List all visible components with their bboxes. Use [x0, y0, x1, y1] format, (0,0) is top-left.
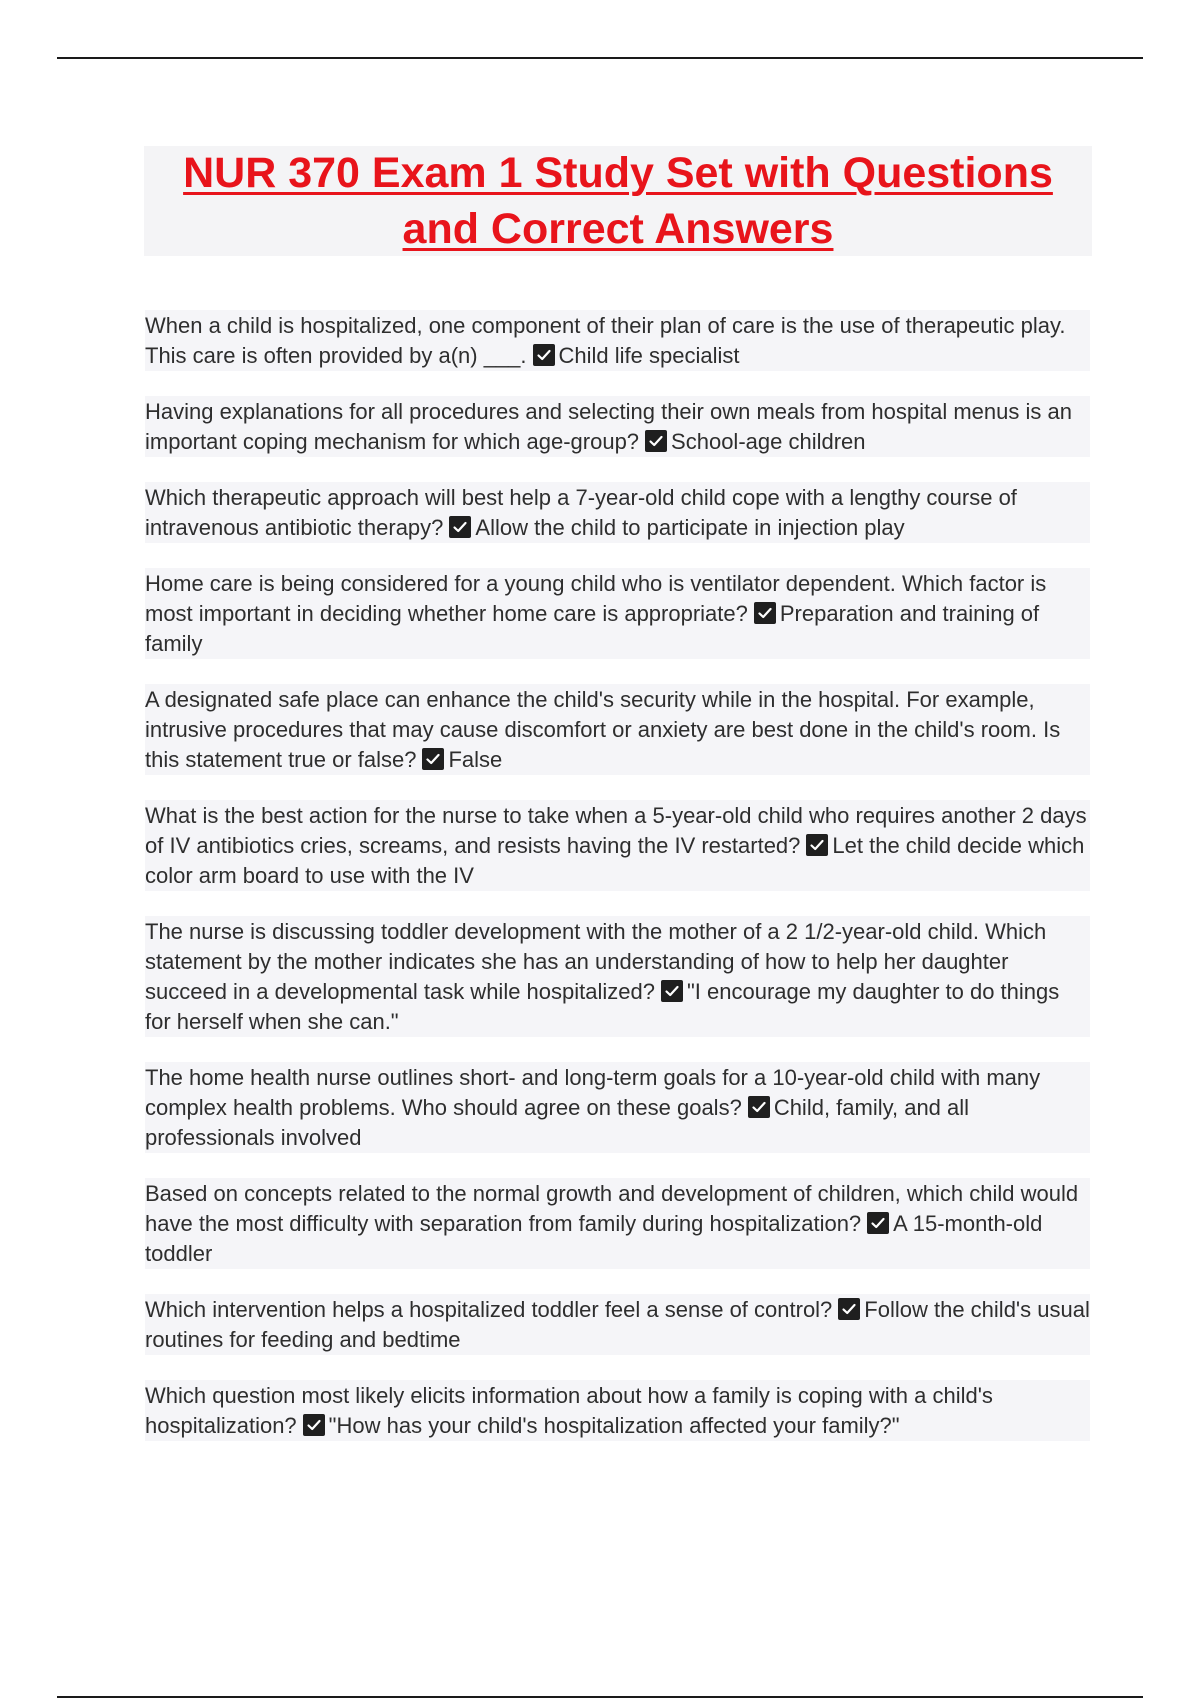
check-box-icon: [806, 834, 828, 856]
check-box-icon: [449, 516, 471, 538]
qa-item: [145, 396, 1090, 457]
answer-text: School-age children: [671, 429, 866, 454]
question-text: The home health nurse outlines short- and long-term goals for a 10-year-old child with many complex health problems. Who should agree on these goals?: [145, 1065, 1041, 1120]
check-box-icon: [661, 980, 683, 1002]
question-text: Which therapeutic approach will best help a 7-year-old child cope with a lengthy course of intravenous antibiotic therapy?: [145, 485, 1017, 540]
question-text: The nurse is discussing toddler development with the mother of a 2 1/2-year-old child. Which statement by the mother indicates she has an understanding of how to help her daughter succeed in a developmental task while hospitalized?: [145, 919, 1047, 1004]
check-box-icon: [422, 748, 444, 770]
document-title: NUR 370 Exam 1 Study Set with Questions and Correct Answers: [183, 149, 1053, 253]
answer-text: False: [448, 747, 503, 772]
check-box-icon: [533, 344, 555, 366]
qa-item: [145, 568, 1090, 659]
check-box-icon: [867, 1212, 889, 1234]
check-box-icon: [748, 1096, 770, 1118]
question-text: Having explanations for all procedures and selecting their own meals from hospital menus is an important coping mechanism for which age-group?: [145, 399, 1072, 454]
check-box-icon: [645, 430, 667, 452]
answer-text: Let the child decide which color arm board to use with the IV: [145, 833, 1085, 888]
title-banner: [144, 146, 1092, 256]
answer-text: "I encourage my daughter to do things for herself when she can.": [145, 979, 1060, 1034]
answer-text: Child life specialist: [558, 343, 740, 368]
question-text: Based on concepts related to the normal growth and development of children, which child would have the most difficulty with separation from family during hospitalization?: [145, 1181, 1079, 1236]
qa-item: [145, 1294, 1090, 1355]
qa-item: [145, 482, 1090, 543]
check-box-icon: [838, 1298, 860, 1320]
answer-text: Preparation and training of family: [145, 601, 1040, 656]
bottom-rule: [57, 1696, 1143, 1698]
question-text: Which question most likely elicits information about how a family is coping with a child's hospitalization?: [145, 1383, 993, 1438]
question-text: A designated safe place can enhance the child's security while in the hospital. For example, intrusive procedures that may cause discomfort or anxiety are best done in the child's room. Is this statement true or false?: [145, 687, 1061, 772]
qa-item: [145, 1380, 1090, 1441]
answer-text: Follow the child's usual routines for feeding and bedtime: [145, 1297, 1090, 1352]
qa-item: [145, 916, 1090, 1037]
qa-item: [145, 1062, 1090, 1153]
answer-text: Allow the child to participate in injection play: [475, 515, 905, 540]
top-rule: [57, 57, 1143, 59]
question-text: When a child is hospitalized, one component of their plan of care is the use of therapeutic play. This care is often provided by a(n) ___.: [145, 313, 1066, 368]
check-box-icon: [303, 1414, 325, 1436]
qa-item: [145, 684, 1090, 775]
qa-list: [145, 310, 1090, 1466]
question-text: What is the best action for the nurse to take when a 5-year-old child who requires another 2 days of IV antibiotics cries, screams, and resists having the IV restarted?: [145, 803, 1087, 858]
answer-text: Child, family, and all professionals involved: [145, 1095, 970, 1150]
check-box-icon: [754, 602, 776, 624]
answer-text: A 15-month-old toddler: [145, 1211, 1043, 1266]
qa-item: [145, 800, 1090, 891]
qa-item: [145, 310, 1090, 371]
question-text: Which intervention helps a hospitalized toddler feel a sense of control?: [145, 1297, 833, 1322]
qa-item: [145, 1178, 1090, 1269]
answer-text: "How has your child's hospitalization affected your family?": [328, 1413, 900, 1438]
question-text: Home care is being considered for a young child who is ventilator dependent. Which factor is most important in deciding whether home care is appropriate?: [145, 571, 1047, 626]
